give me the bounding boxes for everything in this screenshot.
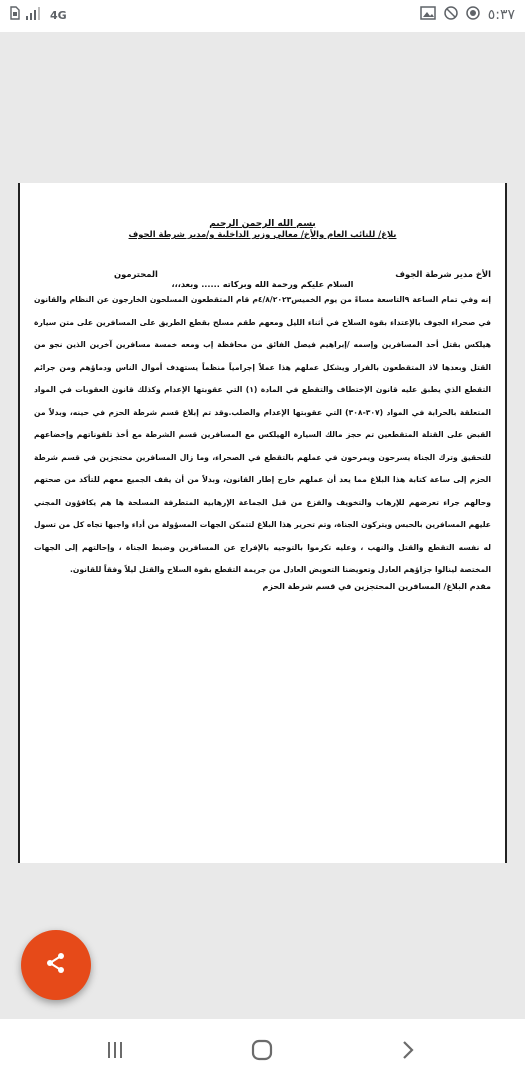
share-button[interactable]	[21, 930, 91, 1000]
recent-apps-icon	[105, 1041, 125, 1063]
clock: ٥:٣٧	[487, 7, 515, 23]
recent-apps-button[interactable]	[100, 1037, 130, 1067]
sim-icon	[10, 6, 20, 24]
basmala: بسم الله الرحمن الرحيم	[209, 219, 316, 229]
status-right-icons	[420, 6, 515, 24]
salutation-right: الأخ مدير شرطة الجوف	[395, 269, 491, 279]
addressee-line: بلاغ/ للنائب العام والأخ/ معالي وزير الداخلية و/مدير شرطة الجوف	[128, 229, 397, 239]
image-icon	[420, 6, 436, 24]
greeting: السلام عليكم ورحمة الله وبركاته ...... وبعد،،،	[171, 279, 354, 289]
share-icon	[44, 951, 68, 979]
status-bar	[0, 0, 525, 32]
navigation-bar	[0, 1019, 525, 1080]
salutation-left: المحترمون	[114, 269, 158, 279]
salutation-row	[34, 269, 491, 279]
location-icon	[444, 6, 458, 24]
home-icon	[251, 1039, 273, 1065]
record-icon	[466, 6, 480, 24]
back-icon	[400, 1040, 416, 1064]
letter	[20, 183, 505, 591]
status-left-icons	[10, 6, 67, 24]
back-button[interactable]	[393, 1037, 423, 1067]
network-4g-icon: 4G	[50, 8, 67, 22]
home-button[interactable]	[247, 1037, 277, 1067]
document-page[interactable]	[18, 183, 507, 863]
signal-icon	[26, 6, 44, 24]
signature: مقدم البلاغ/ المسافرين المحتجزين في قسم شرطة الحزم	[262, 581, 491, 591]
letter-body: إنه وفي تمام الساعة ٩التاسعة مساءً من يوم الخميس٤/٨/٢٠٢٣م قام المتقطعون المسلحون الخارجون عن النظام والقانون في صحراء الجوف بالإعتداء بقوة السلاح في أثناء الليل ومعهم طقم مسلح بقطع الطريق على المسافرين على متن سيارة هيلكس بقتل أحد المسافرين وإسمه /إبراهيم فيصل الفائق من محافظة إب ومعه خمسة مسافرين آخرين الذين نجو من القتل وبعدها لاذ المتقطعون بالفرار ويشكل عملهم هذا عملاً إجرامياً منظماً يستهدف أموال الناس ودماؤهم ومن جرائم التقطع الذي يطبق عليه قانون الإختطاف والتقطع في المادة (١) التي عقوبتها الإعدام وكذلك قانون العقوبات في المواد المتعلقة بالحرابة في المواد (٣٠٧-٣٠٨) التي عقوبتها الإعدام والصلب.وقد تم إبلاغ قسم شرطة الحزم في حينه، وبدلاً من القبض على القتلة المتقطعين تم حجز مالك السيارة الهيلكس مع المسافرين قسم الشرطة مع أخذ تلفوناتهم وإخضاعهم للتحقيق وترك الجناة يسرحون ويمرحون في عملهم بالتقطع في الصحراء، وما زال المسافرين محتجزين في قسم شرطة الحزم إلى ساعة كتابة هذا البلاغ مما يعد أن عملهم خارج إطار القانون، وبدلاً من أن يقف الجميع معهم للتأكد من صحتهم وحالهم جراء تعرضهم للإرهاب والتخويف والفزع من قبل الجماعة الإرهابية المتطرفة المسلحة ها هم يكافؤون المجني عليهم المسافرين بالحبس ويتركون الجناة، وتم تحرير هذا البلاغ لتتمكن الجهات المسؤولة من أداء واجبها تجاه كل من تسول له نفسه التقطع والقتل والنهب ، وعليه تكرموا بالتوجيه بالإفراج عن المسافرين وضبط الجناة ، وإحالتهم إلى الجهات المختصة لينالوا جزاؤهم العادل وتعويضنا التعويض العادل من جريمة التقطع بقوة السلاح والقتل ليلاً وفقاً للقانون.	[34, 295, 491, 574]
